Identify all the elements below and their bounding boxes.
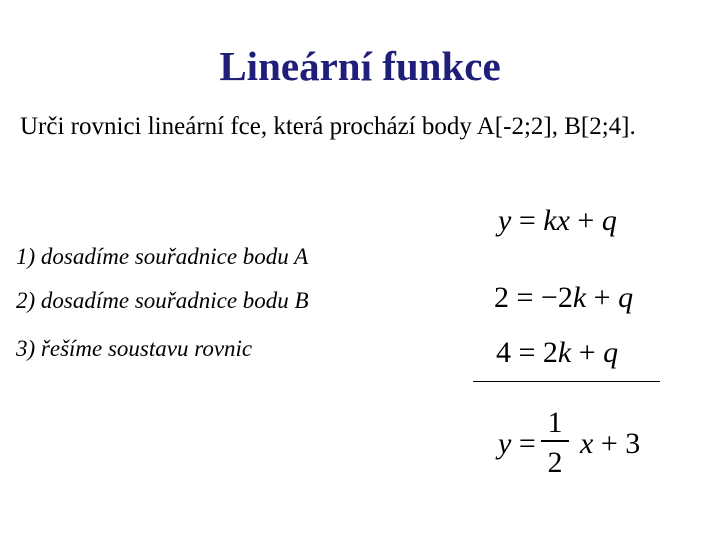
- fraction-numerator: 1: [547, 406, 563, 439]
- equation-result-tail: [580, 429, 640, 459]
- step-2: 2) dosadíme souřadnice bodu B: [16, 288, 309, 313]
- step-1: 1) dosadíme souřadnice bodu A: [16, 244, 309, 269]
- slide-title: Lineární funkce: [219, 43, 501, 89]
- fraction-bar: [541, 440, 569, 442]
- eq-general-plus: +: [577, 204, 595, 237]
- fraction-denominator: 2: [547, 446, 563, 479]
- eq-b-plus: +: [578, 336, 596, 369]
- eq-b-q: q: [603, 336, 619, 369]
- eq-b-k: k: [557, 336, 572, 369]
- equation-point-b: [496, 338, 618, 368]
- result-fraction: [535, 408, 575, 478]
- eq-general-x: x: [556, 204, 570, 237]
- equation-result: [498, 429, 536, 459]
- eq-general-q: q: [601, 204, 617, 237]
- separator-line: [473, 381, 660, 382]
- task-text: Urči rovnici lineární fce, která prochází body A[-2;2], B[2;4].: [20, 113, 636, 140]
- equation-point-a: [494, 283, 633, 313]
- eq-b-coef: 2: [542, 336, 558, 369]
- eq-general-lhs: y: [498, 204, 512, 237]
- eq-b-equals: =: [518, 336, 536, 369]
- eq-a-q: q: [618, 281, 634, 314]
- eq-general-k: k: [543, 204, 557, 237]
- eq-result-lhs: y: [498, 427, 512, 460]
- eq-result-x: x: [580, 427, 594, 460]
- equation-general: [498, 206, 617, 236]
- eq-general-equals: =: [518, 204, 536, 237]
- eq-a-coef: −2: [540, 281, 573, 314]
- eq-a-plus: +: [593, 281, 611, 314]
- eq-result-const: 3: [625, 427, 641, 460]
- eq-a-lhs: 2: [494, 281, 509, 314]
- eq-result-plus: +: [600, 427, 618, 460]
- eq-b-lhs: 4: [496, 336, 511, 369]
- eq-a-k: k: [572, 281, 587, 314]
- eq-a-equals: =: [516, 281, 534, 314]
- eq-result-equals: =: [518, 427, 536, 460]
- step-3: 3) řešíme soustavu rovnic: [16, 336, 253, 361]
